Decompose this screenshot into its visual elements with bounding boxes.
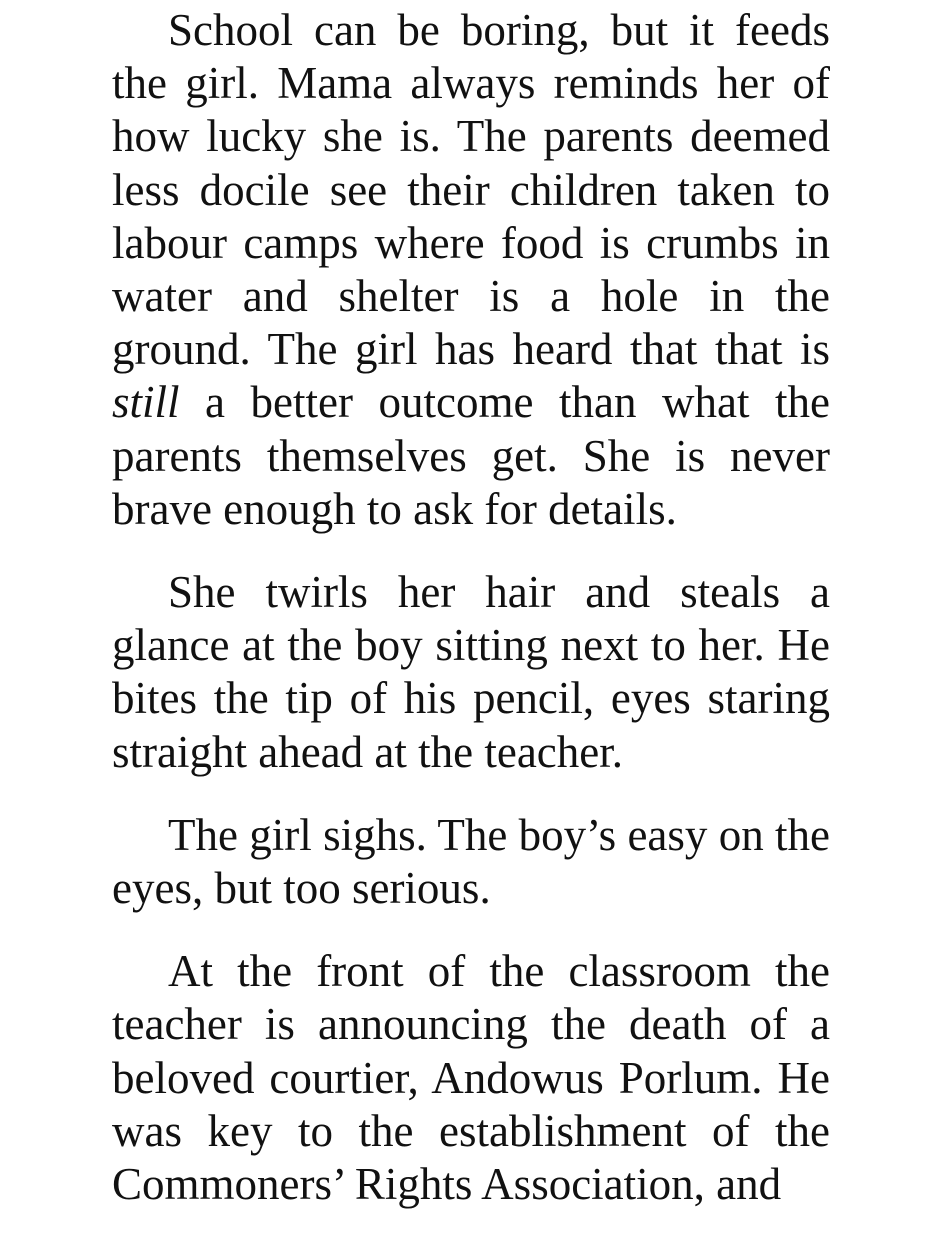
paragraph-twirls-hair (112, 566, 830, 779)
paragraph-school (112, 4, 830, 536)
paragraph-classroom (112, 945, 830, 1211)
emphasis-text: still (112, 377, 180, 428)
paragraph-text: The girl sighs. The boy’s easy on the eyes, but too serious. (112, 809, 830, 914)
paragraph-text: She twirls her hair and steals a glance at the boy sitting next to her. He bites the tip of his pencil, eyes staring straight ahead at the teacher. (112, 567, 830, 777)
paragraph-text: a better outcome than what the parents themselves get. She is never brave enough to ask for details. (112, 377, 830, 534)
paragraph-text: School can be boring, but it feeds the girl. Mama always reminds her of how lucky she is. The parents deemed less docile see their children taken to labour camps where food is crumbs in water and shelter is a hole in the ground. The girl has heard that that is (112, 5, 830, 375)
book-page (112, 4, 830, 1241)
paragraph-girl-sighs (112, 809, 830, 915)
paragraph-text: At the front of the classroom the teacher is announcing the death of a beloved courtier, Andowus Porlum. He was key to the establishment of the Commoners’ Rights Association, and (112, 946, 830, 1210)
